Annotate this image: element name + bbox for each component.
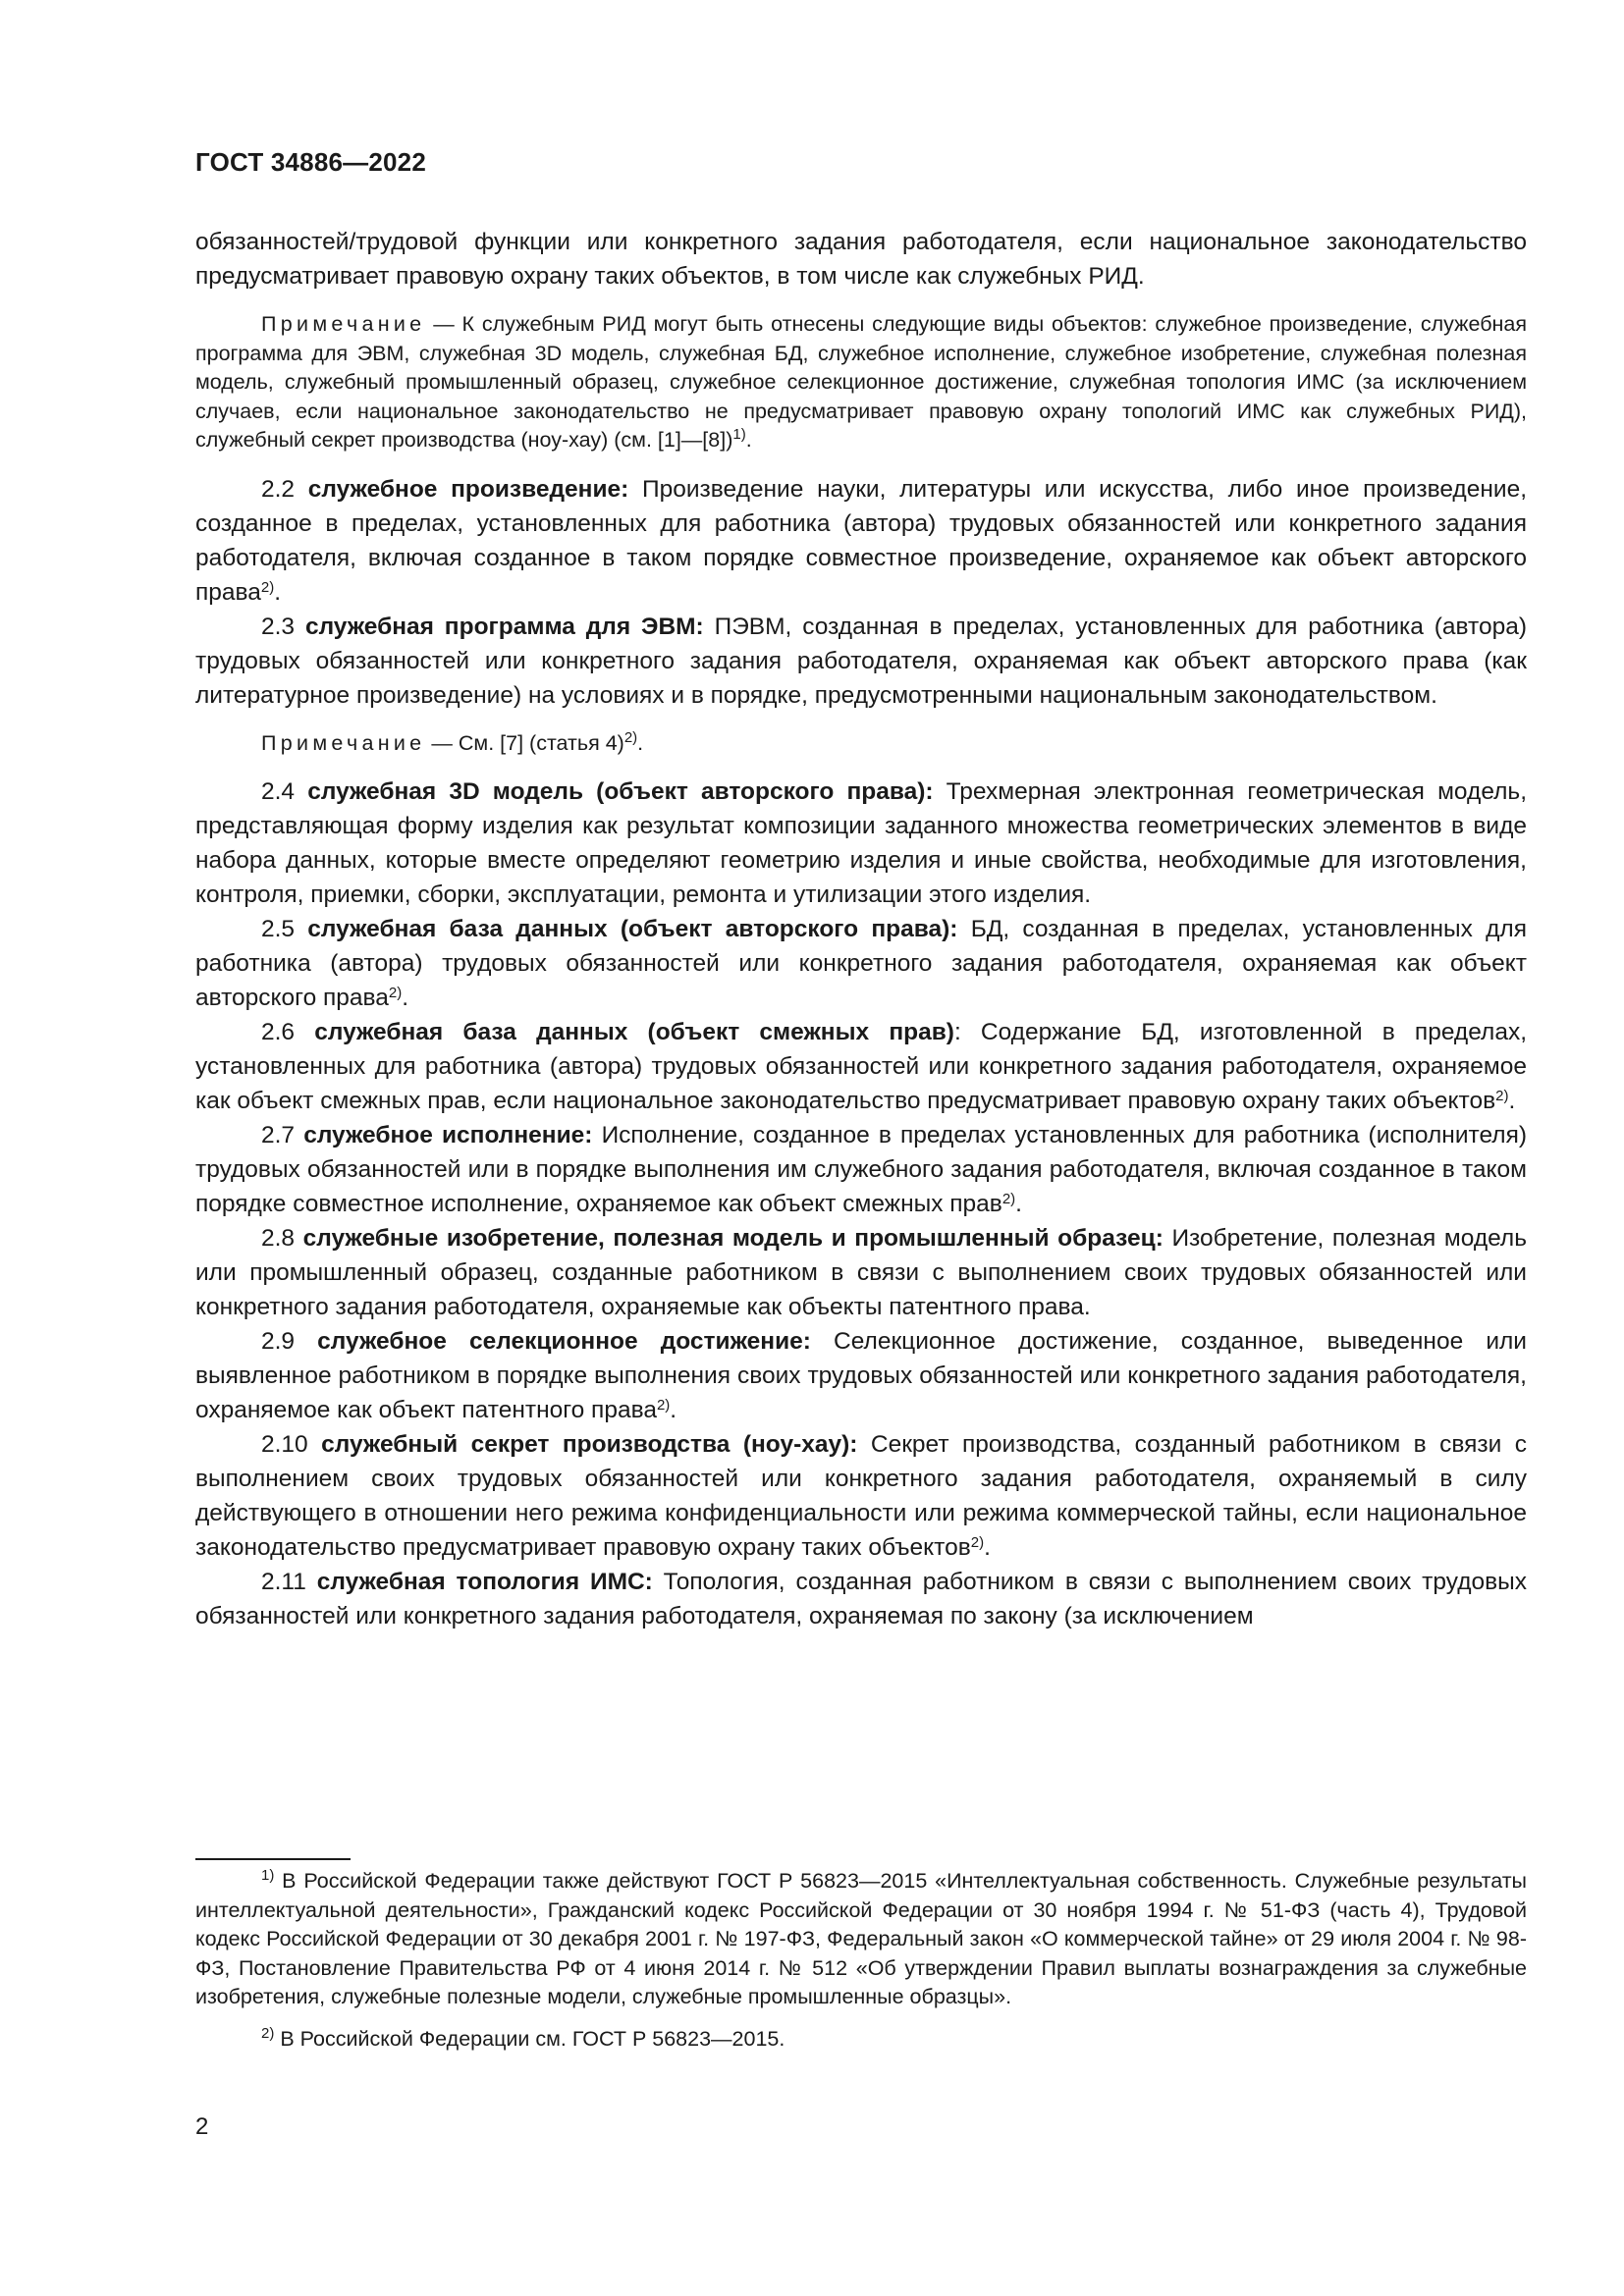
- footnote-mark: 2): [261, 2024, 275, 2042]
- clause-2-4: 2.4 служебная 3D модель (объект авторского права): Трехмерная электронная геометрическая модель, представляющая форму изделия как результат композиции заданного множества геометрических элементов в виде набора данных, которые вместе определяют геометрию изделия и иные свойства, необходимые для изготовления, контроля, приемки, сборки, эксплуатации, ремонта и утилизации этого изделия.: [195, 778, 1527, 908]
- note-label: Примечание: [261, 730, 426, 755]
- footnote-ref: 2): [388, 985, 403, 1001]
- term: служебное исполнение:: [303, 1122, 593, 1148]
- clause-2-11: 2.11 служебная топология ИМС: Топология, созданная работником в связи с выполнением своих трудовых обязанностей или конкретного задания работодателя, охраняемая по закону (за исключением: [195, 1569, 1527, 1629]
- footnote-separator: [195, 1858, 351, 1860]
- term: служебный секрет производства (ноу-хау):: [321, 1431, 858, 1458]
- note-text: — См. [7] (статья 4): [425, 730, 624, 755]
- clause-2-9: 2.9 служебное селекционное достижение: Селекционное достижение, созданное, выведенное или выявленное работником в порядке выполнения своих трудовых обязанностей или конкретного задания работодателя, охраняемое как объект патентного права$^{2)}$.: [195, 1328, 1527, 1423]
- clause-2-6: 2.6 служебная база данных (объект смежных прав): Содержание БД, изготовленной в пределах, установленных для работника (автора) трудовых обязанностей или конкретного задания работодателя, охраняемое как объект смежных прав, если национальное законодательство предусматривает правовую охрану таких объектов$^{2)}$.: [195, 1019, 1527, 1114]
- clause-2-7: 2.7 служебное исполнение: Исполнение, созданное в пределах установленных для работника (исполнителя) трудовых обязанностей или в порядке выполнения им служебного задания работодателя, включая созданное в таком порядке совместное исполнение, охраняемое как объект смежных прав$^{2)}$.: [195, 1122, 1527, 1217]
- footnote-ref: 2): [656, 1397, 671, 1414]
- term: служебная база данных (объект авторского права):: [307, 916, 958, 942]
- footnote-ref: 1): [732, 426, 746, 443]
- term: служебная топология ИМС:: [316, 1569, 653, 1595]
- footnote-ref: 2): [260, 578, 275, 596]
- footnote-ref: 2): [970, 1534, 985, 1551]
- term: служебная программа для ЭВМ:: [304, 613, 704, 640]
- clause-2-3: 2.3 служебная программа для ЭВМ: ПЭВМ, созданная в пределах, установленных для работника (автора) трудовых обязанностей или конкретного задания работодателя, охраняемая как объект авторского права (как литературное произведение) на условиях и в порядке, предусмотренными национальным законодательством.: [195, 613, 1528, 709]
- note-text: — К служебным РИД могут быть отнесены следующие виды объектов: служебное произведение, служебная программа для ЭВМ, служебная 3D модель, служебная БД, служебное исполнение, служебное изобретение, служебная полезная модель, служебный промышленный образец, служебное селекционное достижение, служебная топология ИМС (за исключением случаев, если национальное законодательство не предусматривает правовую охрану топологий ИМС как служебных РИД), служебный секрет производства (ноу-хау) (см. [1]—[8]): [195, 312, 1527, 452]
- standard-designation: ГОСТ 34886—2022: [195, 147, 426, 177]
- footnote-1: $^{1)}$ В Российской Федерации также действуют ГОСТ Р 56823—2015 «Интеллектуальная собственность. Служебные результаты интеллектуальной деятельности», Гражданский кодекс Российской Федерации от 30 ноября 1994 г. № 51-ФЗ (часть 4), Трудовой кодекс Российской Федерации от 30 декабря 2001 г. № 197-ФЗ, Федеральный закон «О коммерческой тайне» от 29 июля 2004 г. № 98-ФЗ, Постановление Правительства РФ от 4 июня 2014 г. № 512 «Об утверждении Правил выплаты вознаграждения за служебные изобретения, служебные полезные модели, служебные промышленные образцы».: [195, 1867, 1527, 2008]
- clause-2-8: 2.8 служебные изобретение, полезная модель и промышленный образец: Изобретение, полезная модель или промышленный образец, созданные работником в связи с выполнением своих трудовых обязанностей или конкретного задания работодателя, охраняемые как объекты патентного права.: [195, 1225, 1527, 1320]
- page-number: 2: [195, 2113, 209, 2140]
- note-label: Примечание: [261, 312, 426, 336]
- footnotes: [195, 1867, 1527, 2066]
- intro-paragraph: обязанностей/трудовой функции или конкретного задания работодателя, если национальное законодательство предусматривает правовую охрану таких объектов, в том числе как служебных РИД.: [195, 229, 1527, 290]
- term: служебная 3D модель (объект авторского права):: [307, 778, 934, 805]
- document-page: [195, 147, 1527, 1633]
- footnote-mark: 1): [261, 1867, 275, 1884]
- clause-2-2: 2.2 служебное произведение: Произведение науки, литературы или искусства, либо иное произведение, созданное в пределах, установленных для работника (автора) трудовых обязанностей или конкретного задания работодателя, включая созданное в таком порядке совместное произведение, охраняемое как объект авторского права$^{2)}$.: [195, 475, 1528, 606]
- document-body: [195, 225, 1527, 1633]
- term: служебное произведение:: [307, 475, 629, 503]
- note-2: Примечание — См. [7] (статья 4)$^{2)}$.: [261, 728, 644, 755]
- footnote-ref: 2): [623, 728, 638, 746]
- term: служебные изобретение, полезная модель и промышленный образец:: [302, 1225, 1164, 1252]
- term: служебная база данных (объект смежных прав): [314, 1019, 954, 1045]
- clause-2-10: 2.10 служебный секрет производства (ноу-хау): Секрет производства, созданный работником в связи с выполнением своих трудовых обязанностей или конкретного задания работодателя, охраняемый в силу действующего в отношении него режима конфиденциальности или режима коммерческой тайны, если национальное законодательство предусматривает правовую охрану таких объектов$^{2)}$.: [195, 1431, 1527, 1561]
- note-1: Примечание — К служебным РИД могут быть отнесены следующие виды объектов: служебное произведение, служебная программа для ЭВМ, служебная 3D модель, служебная БД, служебное исполнение, служебное изобретение, служебная полезная модель, служебный промышленный образец, служебное селекционное достижение, служебная топология ИМС (за исключением случаев, если национальное законодательство не предусматривает правовую охрану топологий ИМС как служебных РИД), служебный секрет производства (ноу-хау) (см. [1]—[8])$^{1)}$.: [195, 312, 1527, 452]
- term: служебное селекционное достижение:: [317, 1328, 811, 1355]
- footnote-2: $^{2)}$ В Российской Федерации см. ГОСТ Р 56823—2015.: [261, 2024, 785, 2051]
- footnote-ref: 2): [1001, 1191, 1016, 1207]
- clause-2-5: 2.5 служебная база данных (объект авторского права): БД, созданная в пределах, установленных для работника (автора) трудовых обязанностей или конкретного задания работодателя, охраняемая как объект авторского права$^{2)}$.: [195, 916, 1527, 1011]
- footnote-ref: 2): [1495, 1088, 1509, 1104]
